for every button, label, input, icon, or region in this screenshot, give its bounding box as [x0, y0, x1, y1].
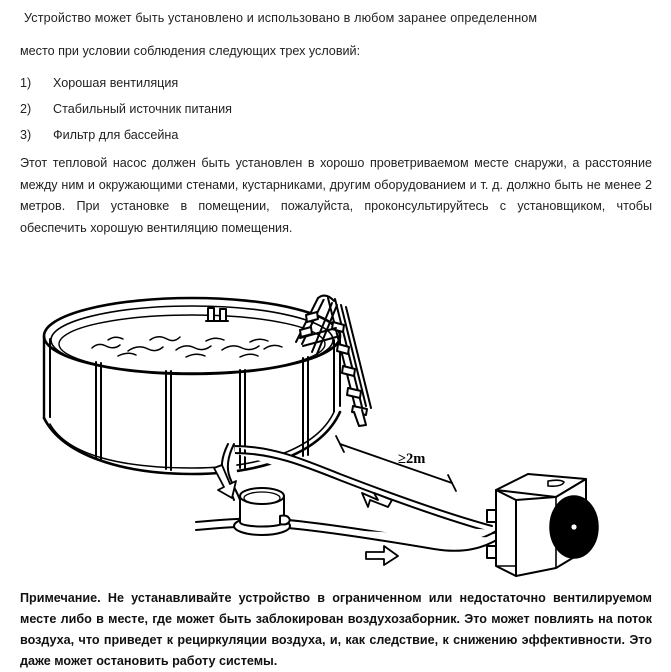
installation-diagram — [0, 278, 671, 578]
list-item-number: 2) — [20, 102, 32, 116]
list-item-label: Фильтр для бассейна — [53, 128, 179, 142]
pool-filter-pump — [234, 488, 290, 535]
list-item-number: 3) — [20, 128, 32, 142]
intro-line-2: место при условии соблюдения следующих трех условий: — [20, 44, 361, 58]
list-item-label: Стабильный источник питания — [53, 102, 232, 116]
warning-note: Примечание. Не устанавливайте устройство в ограниченном или недостаточно вентилируемом месте либо в месте, где может быть заблокирован воздухозаборник. Это может повлиять на поток воздуха, что приведет к рециркуляции воздуха, и, как следствие, к снижению эффективности. Это даже может остановить работу системы. — [20, 591, 652, 668]
intro-line-1: Устройство может быть установлено и использовано в любом заранее определенном — [24, 11, 538, 25]
list-item-label: Хорошая вентиляция — [53, 76, 179, 90]
heat-pump-unit — [487, 474, 598, 576]
conditions-list — [20, 76, 440, 154]
body-paragraph: Этот тепловой насос должен быть установлен в хорошо проветриваемом месте снаружи, а расстояние между ним и окружающими стенами, кустарниками, другим оборудованием и т. д. должно быть не менее 2 метров. При установке в помещении, пожалуйста, проконсультируйтесь с установщиком, чтобы обеспечить хорошую вентиляцию помещения. — [20, 156, 652, 235]
list-item — [20, 102, 440, 128]
list-item — [20, 76, 440, 102]
diagram-svg — [0, 278, 671, 578]
list-item-number: 1) — [20, 76, 32, 90]
dimension-label: ≥2m — [398, 451, 426, 467]
list-item — [20, 128, 440, 154]
above-ground-pool — [44, 298, 340, 474]
